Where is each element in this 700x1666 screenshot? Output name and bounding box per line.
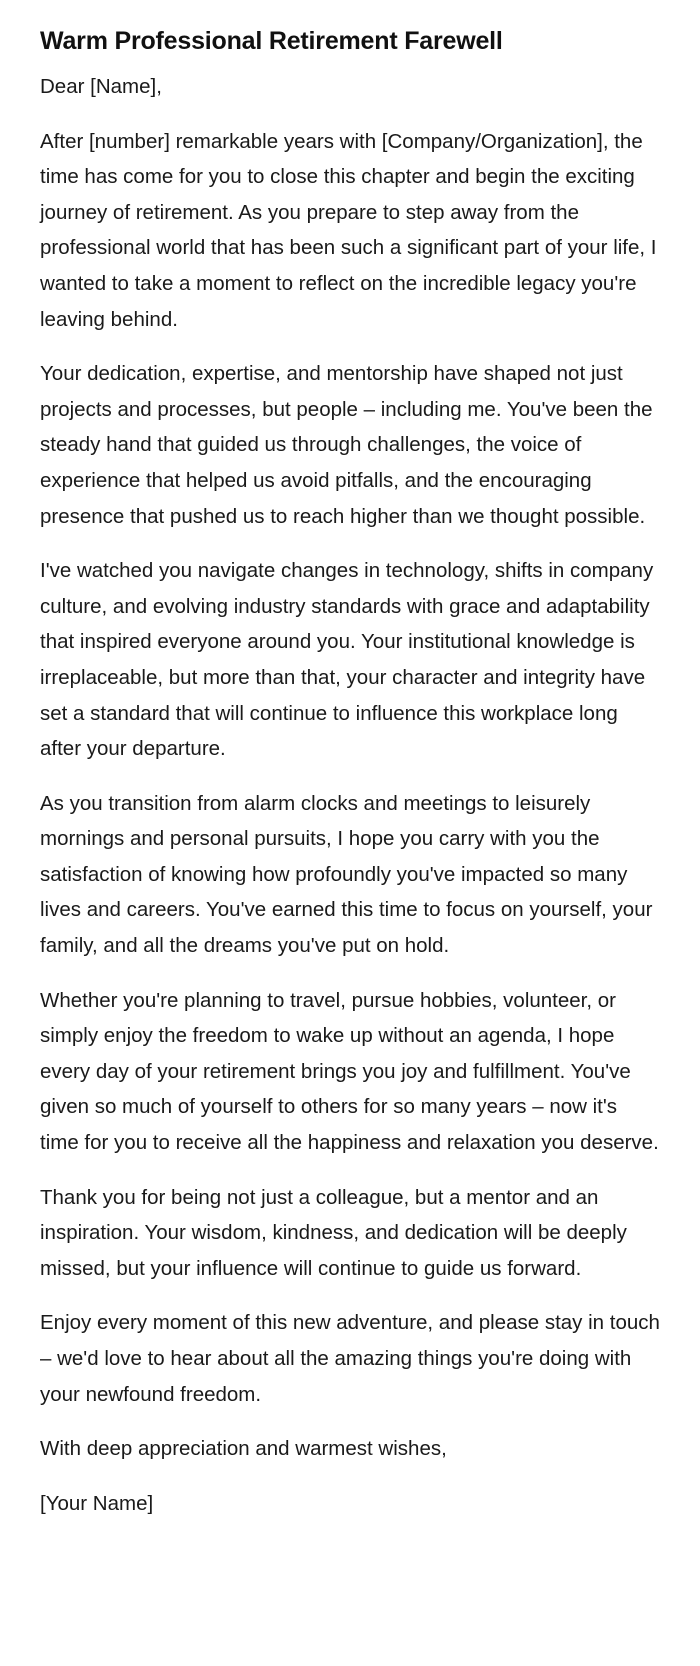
letter-signature: [Your Name] <box>40 1491 154 1515</box>
letter-greeting: Dear [Name], <box>40 75 162 98</box>
body-paragraph-5: Whether you're planning to travel, pursue hobbies, volunteer, or simply enjoy the freedom to wake up without an agenda, I hope every day of your retirement brings you joy and fulfillment. You've given so much of yourself to others for so many years – now it's time for you to receive all the happiness and relaxation you deserve. <box>40 988 659 1155</box>
body-paragraph-1: After [number] remarkable years with [Company/Organization], the time has come for you to close this chapter and begin the exciting journey of retirement. As you prepare to step away from the professional world that has been such a significant part of your life, I wanted to take a moment to reflect on the incredible legacy you're leaving behind. <box>40 129 657 331</box>
body-paragraph-2: Your dedication, expertise, and mentorship have shaped not just projects and processes, but people – including me. You've been the steady hand that guided us through challenges, the voice of experience that helped us avoid pitfalls, and the encouraging presence that pushed us to reach higher than we thought possible. <box>40 362 653 528</box>
body-paragraph-6: Thank you for being not just a colleague, but a mentor and an inspiration. Your wisdom, kindness, and dedication will be deeply missed, but your influence will continue to guide us forward. <box>40 1185 627 1280</box>
body-paragraph-4: As you transition from alarm clocks and meetings to leisurely mornings and personal pursuits, I hope you carry with you the satisfaction of knowing how profoundly you've impacted so many lives and careers. You've earned this time to focus on yourself, your family, and all the dreams you've put on hold. <box>40 791 653 958</box>
document-title: Warm Professional Retirement Farewell <box>40 27 503 55</box>
body-paragraph-7: Enjoy every moment of this new adventure, and please stay in touch – we'd love to hear about all the amazing things you're doing with your newfound freedom. <box>40 1311 660 1406</box>
body-paragraph-3: I've watched you navigate changes in technology, shifts in company culture, and evolving industry standards with grace and adaptability that inspired everyone around you. Your institutional knowledge is irreplaceable, but more than that, your character and integrity have set a standard that will continue to influence this workplace long after your departure. <box>40 559 654 761</box>
letter-closing: With deep appreciation and warmest wishes, <box>40 1437 447 1461</box>
